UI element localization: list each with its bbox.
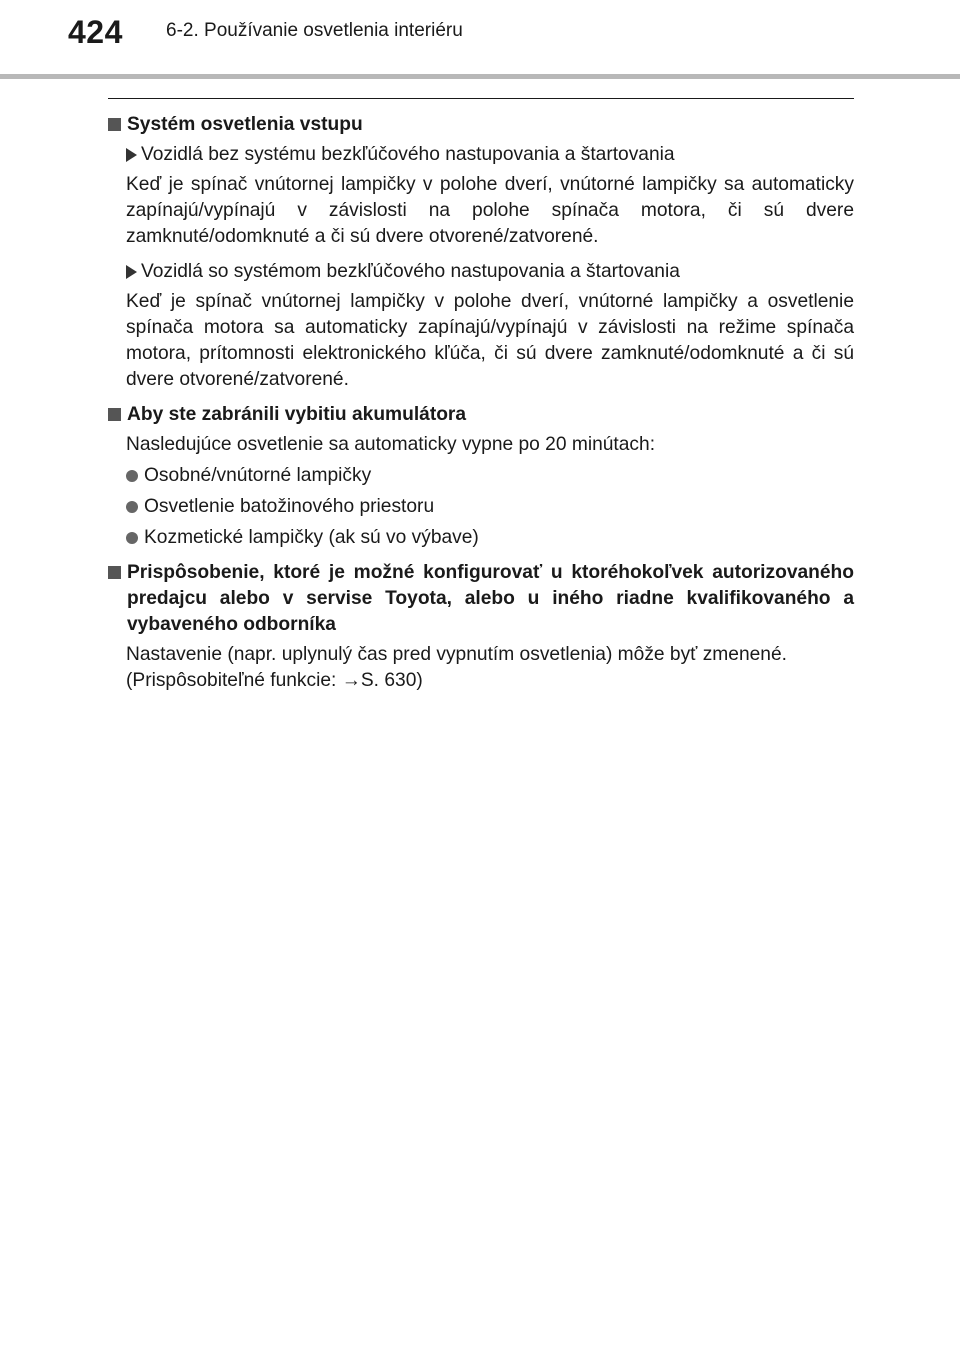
- circle-bullet-icon: [126, 501, 138, 513]
- circle-bullet-icon: [126, 532, 138, 544]
- heading-text: Aby ste zabránili vybitiu akumulátora: [127, 404, 467, 425]
- page-header: [0, 0, 960, 80]
- page-number: 424: [68, 14, 123, 50]
- header-rule: [0, 74, 960, 79]
- heading-entry-lighting: [108, 112, 854, 138]
- heading-battery-discharge: [108, 402, 854, 428]
- content-divider: [108, 98, 854, 99]
- square-bullet-icon: [108, 118, 121, 131]
- square-bullet-icon: [108, 408, 121, 421]
- square-bullet-icon: [108, 566, 121, 579]
- heading-text: Systém osvetlenia vstupu: [127, 114, 363, 135]
- paragraph-line: Nastavenie (napr. uplynulý čas pred vypnutím osvetlenia) môže byť zmenené.: [126, 644, 787, 665]
- paragraph-without-smart-entry: Keď je spínač vnútornej lampičky v polohe dverí, vnútorné lampičky sa automaticky zapínajú/vypínajú v závislosti na polohe spínača motora, či sú dvere zamknuté/odomknuté a či sú dvere otvorené/zatvorené.: [126, 174, 854, 247]
- subheading-without-smart-entry: [126, 142, 854, 168]
- circle-bullet-icon: [126, 470, 138, 482]
- paragraph-auto-off: Nasledujúce osvetlenie sa automaticky vypne po 20 minútach:: [126, 434, 656, 455]
- list-item: Osobné/vnútorné lampičky: [126, 463, 854, 489]
- subheading-text: Vozidlá so systémom bezkľúčového nastupovania a štartovania: [141, 261, 680, 282]
- heading-customization: [108, 560, 854, 638]
- subheading-with-smart-entry: [126, 259, 854, 285]
- heading-text: Prispôsobenie, ktoré je možné konfigurovať u ktoréhokoľvek autorizovaného predajcu alebo v servise Toyota, alebo u iného riadne kvalifikovaného a vybaveného odborníka: [127, 562, 854, 635]
- triangle-bullet-icon: [126, 265, 137, 279]
- triangle-bullet-icon: [126, 148, 137, 162]
- page-content: [108, 108, 854, 694]
- section-title: 6-2. Používanie osvetlenia interiéru: [166, 20, 463, 41]
- list-item: Osvetlenie batožinového priestoru: [126, 494, 854, 520]
- paragraph-with-smart-entry: Keď je spínač vnútornej lampičky v polohe dverí, vnútorné lampičky a osvetlenie spínača motora sa automaticky zapínajú/vypínajú v závislosti na režime spínača motora, prítomnosti elektronického kľúča, či sú dvere zamknuté/odomknuté a či sú dvere otvorené/zatvorené.: [126, 291, 854, 390]
- subheading-text: Vozidlá bez systému bezkľúčového nastupovania a štartovania: [141, 144, 675, 165]
- list-item: Kozmetické lampičky (ak sú vo výbave): [126, 525, 854, 551]
- paragraph-customization: [126, 642, 854, 694]
- cross-reference-link[interactable]: (Prispôsobiteľné funkcie: →S. 630): [126, 670, 423, 691]
